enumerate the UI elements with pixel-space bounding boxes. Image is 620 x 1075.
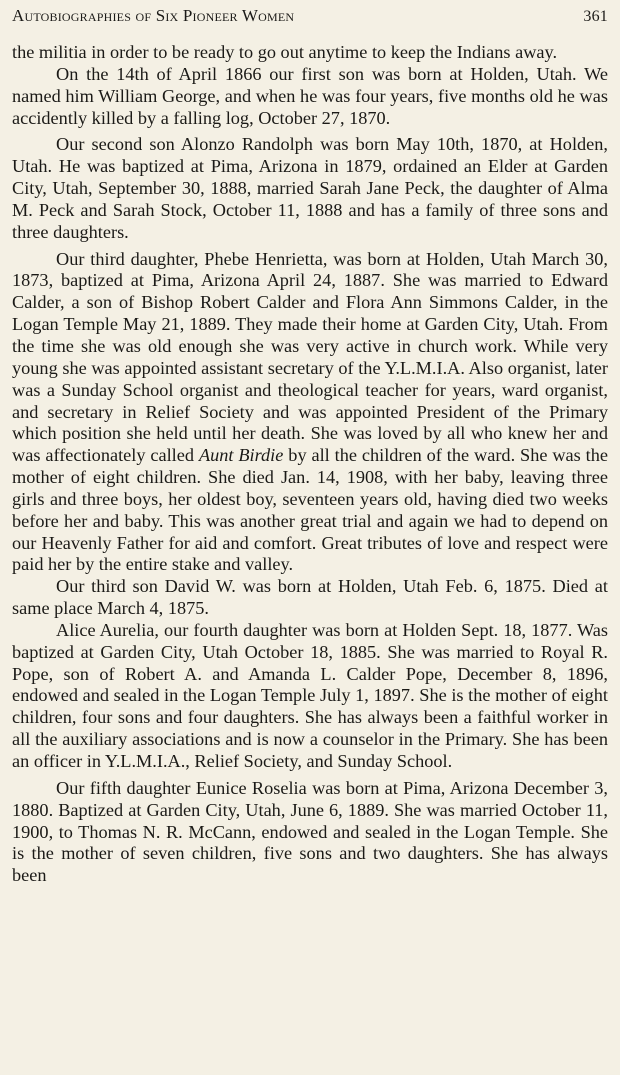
paragraph-text-after: by all the children of the ward. She was the mother of eight children. She died Jan. 14, 1908, with her baby, leaving three girls and three boys, her oldest boy, seventeen years old, having died two weeks before her and baby. This was another great trial and again we had to depend on our Heavenly Father for aid and comfort. Great tributes of love and respect were paid her by the entire stake and valley. <box>12 445 609 575</box>
paragraph-fourth-daughter: Alice Aurelia, our fourth daughter was born at Holden Sept. 18, 1877. Was baptized at Garden City, Utah October 18, 1885. She was married to Royal R. Pope, son of Robert A. and Amanda L. Calder Pope, December 8, 1896, endowed and sealed in the Logan Temple July 1, 1897. She is the mother of eight children, four sons and four daughters. She has always been a faithful worker in all the auxiliary associations and is now a counselor in the Primary. She has been an officer in Y.L.M.I.A., Relief Society, and Sunday School. <box>12 619 608 771</box>
paragraph-first-son: On the 14th of April 1866 our first son was born at Holden, Utah. We named him William George, and when he was four years, five months old he was accidently killed by a falling log, October 27, 1870. <box>12 63 608 128</box>
paragraph-third-daughter <box>12 249 608 577</box>
paragraph-fifth-daughter: Our fifth daughter Eunice Roselia was born at Pima, Arizona December 3, 1880. Baptized at Garden City, Utah, June 6, 1889. She was married October 11, 1900, to Thomas N. R. McCann, endowed and sealed in the Logan Temple. She is the mother of seven children, five sons and two daughters. She has always been <box>12 777 608 886</box>
running-head <box>12 6 608 42</box>
paragraph-text-before: Our third daughter, Phebe Henrietta, was born at Holden, Utah March 30, 1873, baptized at Pima, Arizona April 24, 1887. She was married to Edward Calder, a son of Bishop Robert Calder and Flora Ann Simmons Calder, in the Logan Temple May 21, 1889. They made their home at Garden City, Utah. From the time she was old enough she was very active in church work. While very young she was appointed assistant secretary of the Y.L.M.I.A. Also organist, later was a Sunday School organist and theological teacher for years, ward organist, and secretary in Relief Society and was appointed President of the Primary which position she held until her death. She was loved by all who knew her and was affectionately called <box>12 248 608 466</box>
nickname-emphasis: Aunt Birdie <box>198 445 284 466</box>
running-head-title: Autobiographies of Six Pioneer Women <box>12 6 295 25</box>
paragraph-second-son: Our second son Alonzo Randolph was born May 10th, 1870, at Holden, Utah. He was baptized at Pima, Arizona in 1879, ordained an Elder at Garden City, Utah, September 30, 1888, married Sarah Jane Peck, the daughter of Alma M. Peck and Sarah Stock, October 11, 1888 and has a family of three sons and three daughters. <box>12 134 608 242</box>
paragraph-continuation: the militia in order to be ready to go out anytime to keep the Indians away. <box>12 42 558 62</box>
paragraph-third-son: Our third son David W. was born at Holden, Utah Feb. 6, 1875. Died at same place March 4, 1875. <box>12 576 608 619</box>
body-text <box>12 42 608 887</box>
page-number: 361 <box>583 8 608 25</box>
